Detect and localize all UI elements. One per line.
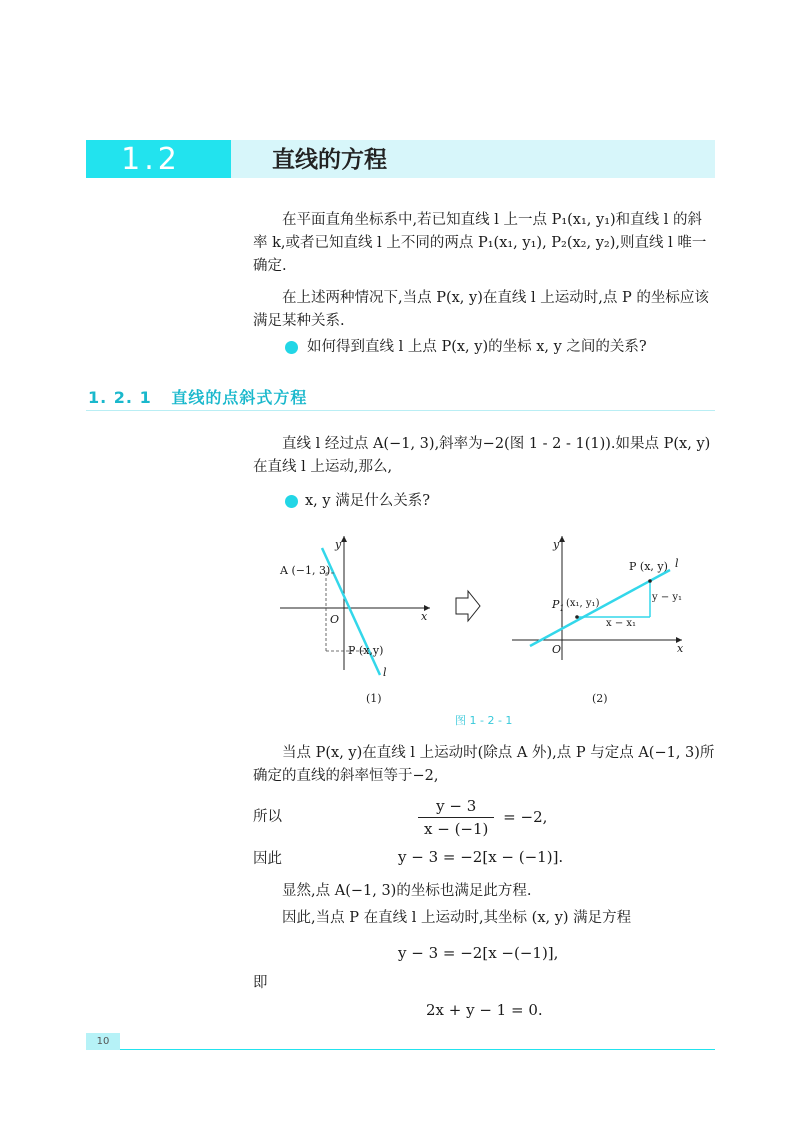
section-number: 1.2 [121, 142, 181, 177]
subsection-title [88, 385, 307, 408]
footer-rule [86, 1049, 715, 1050]
question2-bullet-icon [285, 495, 298, 508]
question-2: x, y 满足什么关系? [305, 493, 430, 509]
intro-paragraph-1: 在平面直角坐标系中,若已知直线 l 上一点 P₁(x₁, y₁)和直线 l 的斜率 k,或者已知直线 l 上不同的两点 P₁(x₁, y₁), P₂(x₂, y₂),则直线 l 唯一确定. [253, 212, 707, 274]
equation-1 [418, 797, 547, 838]
fig-right-point-p: P (x, y) [629, 560, 668, 573]
eq2-lead: 因此 [253, 851, 282, 867]
fig-left-origin: O [330, 613, 340, 626]
equation-2: y − 3 = −2[x − (−1)]. [398, 848, 564, 866]
fig-right-point-p1: $P_1$ [552, 598, 565, 614]
fig-right-dx: x − x₁ [606, 618, 637, 629]
figure-caption: 图 1 - 2 - 1 [455, 714, 513, 727]
fig-right-dy: y − y₁ [652, 592, 683, 603]
eq1-rhs: = −2, [503, 807, 548, 826]
eq1-fraction [418, 797, 494, 838]
fig-left-axis-y: y [335, 538, 342, 551]
figure-transition-arrow-icon [456, 591, 480, 621]
fig-left-line-l: l [383, 666, 387, 679]
body-paragraph-1: 直线 l 经过点 A(−1, 3),斜率为−2(图 1 - 2 - 1(1)).如果点 P(x, y)在直线 l 上运动,那么, [253, 436, 711, 475]
equation-3: y − 3 = −2[x −(−1)], [398, 944, 559, 962]
fig-left-axis-x: x [421, 610, 428, 623]
subsection-title-text: 直线的点斜式方程 [171, 388, 308, 407]
eq1-lead: 所以 [253, 809, 282, 825]
body-paragraph-3: 显然,点 A(−1, 3)的坐标也满足此方程. 因此,当点 P 在直线 l 上运动时,其坐标 (x, y) 满足方程 [282, 883, 632, 926]
fig-left-point-p: P (x,y) [348, 644, 384, 657]
equation-4: 2x + y − 1 = 0. [426, 1001, 543, 1019]
fig-right-origin: O [552, 643, 562, 656]
body-paragraph-2: 当点 P(x, y)在直线 l 上运动时(除点 A 外),点 P 与定点 A(−1, 3)所确定的直线的斜率恒等于−2, [253, 745, 715, 784]
eq1-numerator: y − 3 [418, 797, 494, 818]
intro-question: 如何得到直线 l 上点 P(x, y)的坐标 x, y 之间的关系? [307, 339, 647, 355]
fig-right-axis-x: x [677, 642, 684, 655]
subsection-rule [86, 410, 715, 411]
eq1-denominator: x − (−1) [424, 820, 489, 838]
page-number: 10 [96, 1036, 110, 1047]
fig-right-line-l: l [675, 557, 679, 570]
fig-left-sublabel: (1) [366, 692, 382, 705]
intro-block [253, 209, 715, 333]
subsection-number: 1. 2. 1 [88, 388, 152, 407]
ji-label: 即 [253, 975, 268, 991]
intro-paragraph-2: 在上述两种情况下,当点 P(x, y)在直线 l 上运动时,点 P 的坐标应该满足某种关系. [253, 290, 709, 329]
fig-right-axis-y: y [553, 538, 560, 551]
fig-right-point-p1-coords: (x₁, y₁) [566, 598, 600, 609]
fig-left-point-a: A (−1, 3) [280, 564, 331, 577]
fig-right-sublabel: (2) [592, 692, 608, 705]
question-bullet-icon [285, 341, 298, 354]
section-title: 直线的方程 [272, 147, 387, 173]
